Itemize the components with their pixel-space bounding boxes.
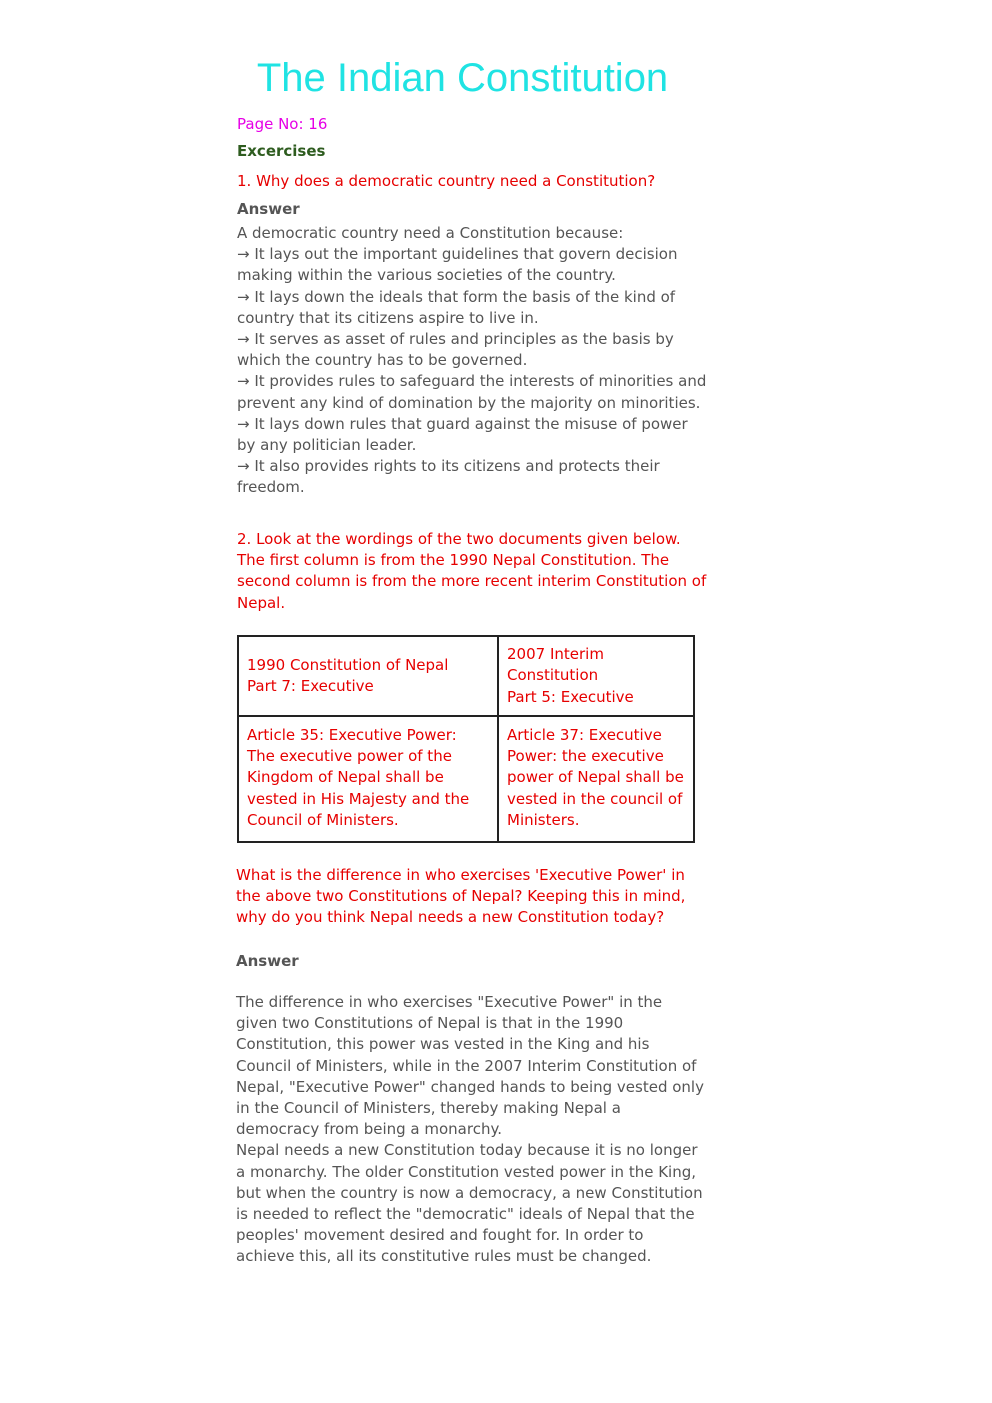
table-cell-text: 2007 Interim Constitution (507, 645, 604, 685)
question-2-followup: What is the difference in who exercises 'Executive Power' in the above two Constitutions of Nepal? Keeping this in mind, why do you think Nepal needs a new Constitution today? (236, 866, 686, 927)
answer-1-point: → It lays down rules that guard against the misuse of power by any politician leader. (237, 414, 688, 455)
answer-2-paragraph: The difference in who exercises "Executive Power" in the given two Constitutions of Nepal is that in the 1990 Constitution, this power was vested in the King and his Council of Ministers, while in the 2007 Interim Constitution of Nepal, "Executive Power" changed hands to being vested only in the Council of Ministers, thereby making Nepal a democracy from being a monarchy. (236, 993, 704, 1139)
answer-1-label: Answer (237, 200, 300, 218)
table-cell-1990-header (238, 636, 498, 716)
answer-1-point: → It lays out the important guidelines that govern decision making within the various societies of the country. (237, 245, 678, 285)
table-cell-text: 1990 Constitution of Nepal (247, 655, 449, 674)
answer-1-point: → It provides rules to safeguard the interests of minorities and prevent any kind of domination by the majority on minorities. (237, 372, 707, 412)
question-1: 1. Why does a democratic country need a Constitution? (237, 172, 656, 190)
table-cell-text: Part 7: Executive (247, 677, 374, 695)
table-row (238, 716, 694, 842)
answer-2-paragraph: Nepal needs a new Constitution today because it is no longer a monarchy. The older Constitution vested power in the King, but when the country is now a democracy, a new Constitution is needed to reflect the "democratic" ideals of Nepal that the peoples' movement desired and fought for. In order to achieve this, all its constitutive rules must be changed. (236, 1141, 703, 1266)
answer-2 (236, 992, 706, 1268)
table-cell-article-37: Article 37: Executive Power: the executive power of Nepal shall be vested in the council of Ministers. (498, 716, 694, 842)
section-heading: Excercises (237, 142, 326, 160)
table-cell-article-35: Article 35: Executive Power: The executive power of the Kingdom of Nepal shall be vested in His Majesty and the Council of Ministers. (238, 716, 498, 842)
table-header-row (238, 636, 694, 716)
table-cell-2007-header (498, 636, 694, 716)
constitution-comparison-table (237, 635, 695, 843)
document-title: The Indian Constitution (256, 56, 669, 100)
answer-1-intro: A democratic country need a Constitution because: (237, 224, 624, 242)
answer-1 (237, 223, 707, 499)
answer-2-label: Answer (236, 952, 299, 970)
answer-1-point: → It also provides rights to its citizens and protects their freedom. (237, 457, 660, 497)
answer-1-point: → It serves as asset of rules and principles as the basis by which the country has to be governed. (237, 330, 674, 370)
table-cell-text: Part 5: Executive (507, 687, 634, 706)
answer-1-point: → It lays down the ideals that form the basis of the kind of country that its citizens aspire to live in. (237, 287, 676, 327)
question-2: 2. Look at the wordings of the two documents given below. The first column is from the 1990 Nepal Constitution. The second column is from the more recent interim Constitution of Nepal. (237, 530, 707, 612)
page-number: Page No: 16 (237, 115, 328, 133)
